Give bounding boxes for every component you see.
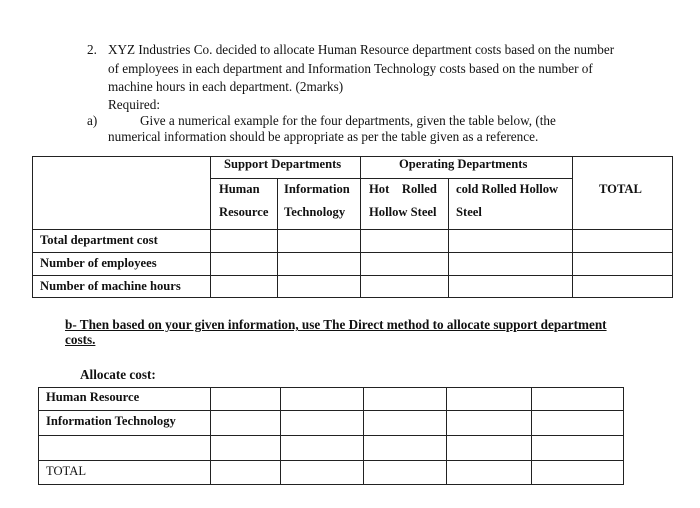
col-hr-line1: Human bbox=[219, 182, 260, 196]
col-cold-rolled-line1: cold Rolled Hollow bbox=[456, 182, 559, 196]
col-it-line1: Information bbox=[284, 182, 350, 196]
col-hot-rolled-line2: Hollow Steel bbox=[369, 205, 437, 219]
department-data-table bbox=[32, 156, 673, 298]
support-departments-header: Support Departments bbox=[224, 157, 342, 171]
part-a-line-2: numerical information should be appropriate as per the table given as a reference. bbox=[108, 129, 539, 144]
col-total: TOTAL bbox=[599, 182, 642, 196]
alloc-row-information-technology: Information Technology bbox=[46, 414, 176, 428]
row-number-of-employees: Number of employees bbox=[40, 256, 157, 270]
operating-departments-header: Operating Departments bbox=[399, 157, 528, 171]
part-b-line-1: b- Then based on your given information, use The Direct method to allocate support department bbox=[65, 317, 607, 332]
part-a-line-1: Give a numerical example for the four departments, given the table below, (the bbox=[140, 113, 556, 128]
col-hot-rolled-line1: Hot Rolled bbox=[369, 182, 437, 196]
row-number-of-machine-hours: Number of machine hours bbox=[40, 279, 181, 293]
col-cold-rolled-line2: Steel bbox=[456, 205, 482, 219]
alloc-row-human-resource: Human Resource bbox=[46, 390, 140, 404]
question-line-3: machine hours in each department. (2marks) bbox=[108, 79, 344, 94]
col-it-line2: Technology bbox=[284, 205, 346, 219]
question-line-2: of employees in each department and Information Technology costs based on the number of bbox=[108, 61, 593, 76]
allocate-cost-caption: Allocate cost: bbox=[80, 367, 156, 382]
col-hr-line2: Resource bbox=[219, 205, 269, 219]
allocation-table bbox=[38, 387, 624, 485]
required-label: Required: bbox=[108, 97, 161, 112]
question-line-1: XYZ Industries Co. decided to allocate Human Resource department costs based on the number bbox=[108, 42, 615, 57]
row-total-department-cost: Total department cost bbox=[40, 233, 158, 247]
question-number: 2. bbox=[87, 42, 97, 57]
part-b-line-2: costs. bbox=[65, 332, 96, 347]
alloc-row-total: TOTAL bbox=[46, 464, 87, 478]
part-a-label: a) bbox=[87, 113, 98, 128]
